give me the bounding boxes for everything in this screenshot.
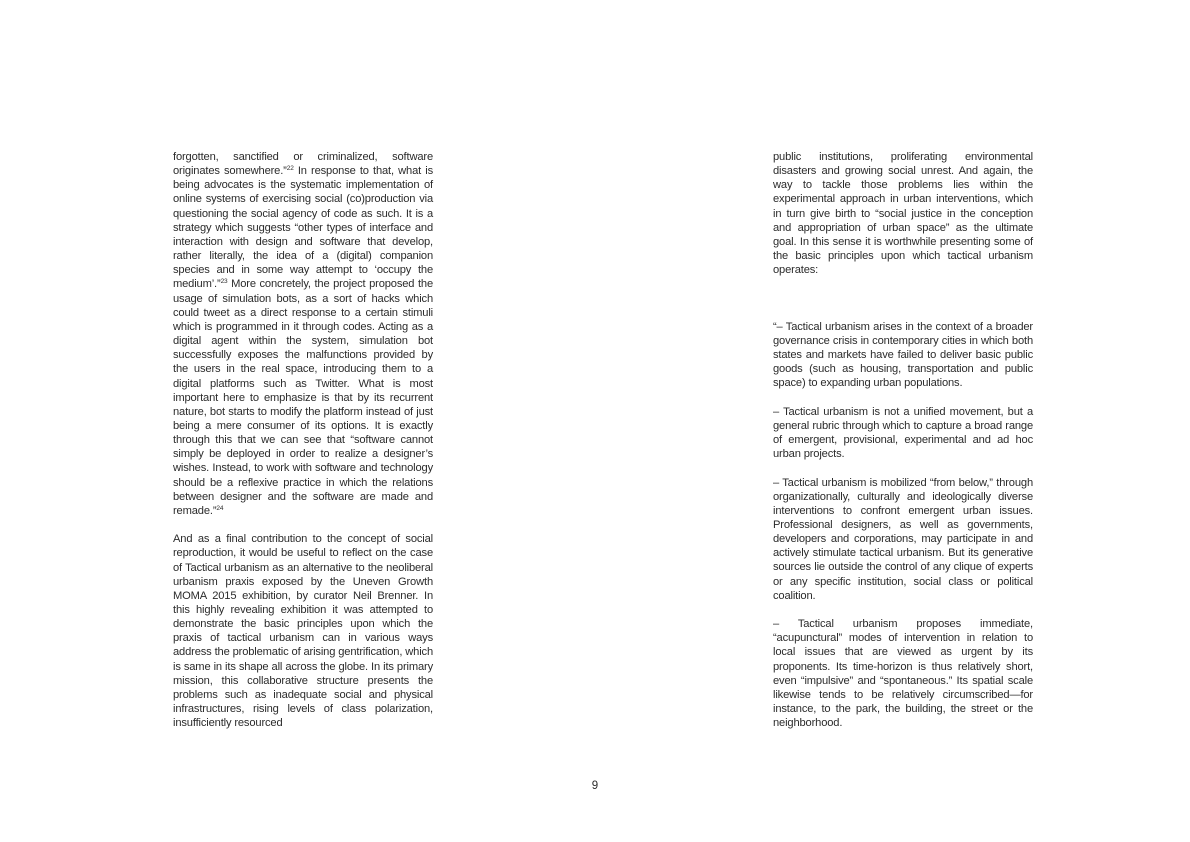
footnote-ref-24: 24: [216, 504, 224, 512]
footnote-ref-23: 23: [220, 278, 228, 286]
principle-from-below: – Tactical urbanism is mobilized “from below,” through organizationally, culturally and ideologically diverse interventions to confront emergent urban issues. Professional designers, as well as governments, developers and corporations, may participate in and actively stimulate tactical urbanism. But its generative sources lie outside the control of any clique of experts or any specific institution, social class or political coalition.: [773, 476, 1033, 602]
page-number: 9: [591, 780, 599, 792]
footnote-ref-22: 22: [286, 165, 294, 173]
paragraph-text: In response to that, what is being advocates is the systematic implementation of online systems of exercising social (co)production via questioning the social agency of code as such. It is a strategy which suggests “other types of interface and interaction with design and software that develop, rather literally, the idea of a (digital) companion species and in some way attempt to ‘occupy the medium’.”: [173, 165, 433, 291]
paragraph-software-bots: [173, 150, 433, 518]
left-text-column: [173, 150, 433, 730]
paragraph-text: More concretely, the project proposed the usage of simulation bots, as a sort of hacks which could tweet as a direct response to a certain stimuli which is programmed in it through codes. Acting as a digital agent within the system, simulation bot successfully exposes the malfunctions provided by the users in the real space, introducing them to a digital platforms such as Twitter. What is most important here to emphasize is that by its recurrent nature, bot starts to modify the platform instead of just being a mere consumer of its options. It is exactly through this that we can see that “software cannot simply be deployed in order to realize a designer’s wishes. Instead, to work with software and technology should be a reflexive practice in which the relations between designer and the software are made and remade.”: [173, 278, 433, 517]
paragraph-public-institutions: public institutions, proliferating environmental disasters and growing social unrest. And again, the way to tackle those problems lies within the experimental approach in urban interventions, which in turn give birth to “social justice in the conception and appropriation of urban space” as the ultimate goal. In this sense it is worthwhile presenting some of the basic principles upon which tactical urbanism operates:: [773, 151, 1033, 277]
principle-governance-crisis: “– Tactical urbanism arises in the context of a broader governance crisis in contemporary cities in which both states and markets have failed to deliver basic public goods (such as housing, transportation and public space) to expanding urban populations.: [773, 320, 1033, 390]
principle-general-rubric: – Tactical urbanism is not a unified movement, but a general rubric through which to capture a broad range of emergent, provisional, experimental and ad hoc urban projects.: [773, 405, 1033, 461]
principle-acupunctural: – Tactical urbanism proposes immediate, “acupunctural” modes of intervention in relation to local issues that are viewed as urgent by its proponents. Its time-horizon is thus relatively short, even “impulsive” and “spontaneous.” Its spatial scale likewise tends to be relatively circumscribed—for instance, to the park, the building, the street or the neighborhood.: [773, 618, 1033, 730]
paragraph-tactical-urbanism-intro: And as a final contribution to the concept of social reproduction, it would be useful to reflect on the case of Tactical urbanism as an alternative to the neoliberal urbanism praxis exposed by the Uneven Growth MOMA 2015 exhibition, by curator Neil Brenner. In this highly revealing exhibition it was attempted to demonstrate the basic principles upon which the praxis of tactical urbanism can in various ways address the problematic of arising gentrification, which is same in its shape all across the globe. In its primary mission, this collaborative structure presents the problems such as inadequate social and physical infrastructures, rising levels of class polarization, insufficiently resourced: [173, 533, 433, 730]
right-text-column: [773, 150, 1033, 730]
paragraph-text: forgotten, sanctified or criminalized, software originates somewhere.”: [173, 151, 433, 178]
